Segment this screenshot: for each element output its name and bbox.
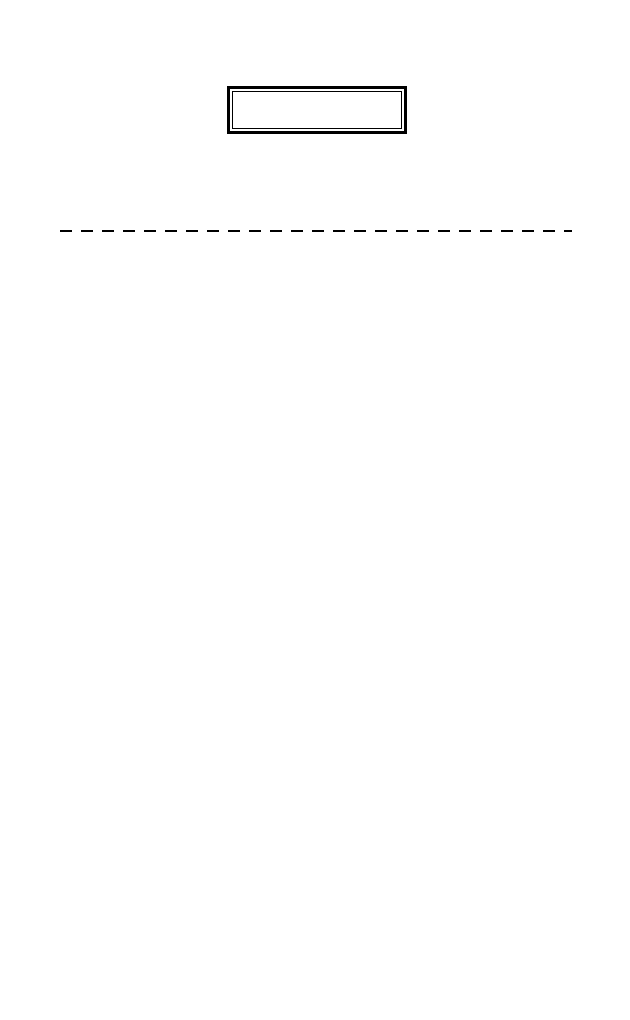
page-title [232,91,402,129]
title-box [227,86,407,134]
dashed-divider [60,230,572,232]
